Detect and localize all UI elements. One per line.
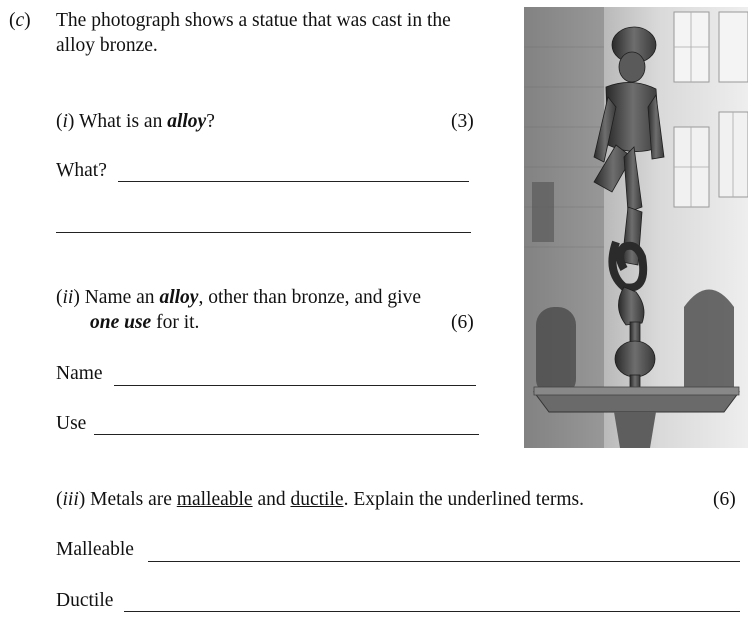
ductile-term: ductile [290, 489, 344, 510]
question-iii-and: and [252, 489, 291, 510]
malleable-term: malleable [176, 489, 253, 510]
question-iii-marks: (6) [713, 489, 736, 510]
intro-line-2: alloy bronze. [56, 35, 158, 56]
question-i: (i) What is an alloy? [56, 111, 215, 132]
question-ii-term: alloy [159, 287, 199, 308]
use-answer-line[interactable] [94, 434, 479, 435]
malleable-label: Malleable [56, 539, 134, 560]
question-iii: (iii) Metals are malleable and ductile. Explain the underlined terms. [56, 489, 584, 510]
question-ii-marks: (6) [451, 312, 474, 333]
question-iii-suffix: . Explain the underlined terms. [343, 489, 584, 510]
part-label-letter: c [15, 10, 25, 31]
malleable-answer-line[interactable] [148, 561, 740, 562]
use-label: Use [56, 413, 87, 434]
question-i-number: i [62, 111, 68, 132]
question-ii-line-2 [90, 311, 199, 335]
intro-line-1: The photograph shows a statue that was cast in the [56, 10, 451, 31]
question-i-marks: (3) [451, 111, 474, 132]
what-label: What? [56, 160, 107, 181]
statue-photograph [524, 7, 748, 448]
ductile-answer-line[interactable] [124, 611, 740, 612]
part-label: (c) [9, 10, 31, 31]
question-ii-number: ii [62, 287, 74, 308]
what-answer-line-2[interactable] [56, 232, 471, 233]
question-iii-text: Metals are [90, 489, 177, 510]
question-i-term: alloy [167, 111, 207, 132]
ductile-label: Ductile [56, 590, 114, 611]
question-ii-line-2-suffix: for it. [151, 312, 200, 333]
question-ii-suffix: , other than bronze, and give [198, 287, 421, 308]
question-ii-line-1: (ii) Name an alloy, other than bronze, and give [56, 287, 421, 308]
question-i-text: What is an [78, 111, 168, 132]
name-answer-line[interactable] [114, 385, 476, 386]
question-ii-text: Name an [84, 287, 160, 308]
name-label: Name [56, 363, 103, 384]
what-answer-line-1[interactable] [118, 181, 469, 182]
question-iii-number: iii [62, 489, 79, 510]
question-ii-one-use: one use [90, 312, 152, 333]
question-i-suffix: ? [206, 111, 215, 132]
